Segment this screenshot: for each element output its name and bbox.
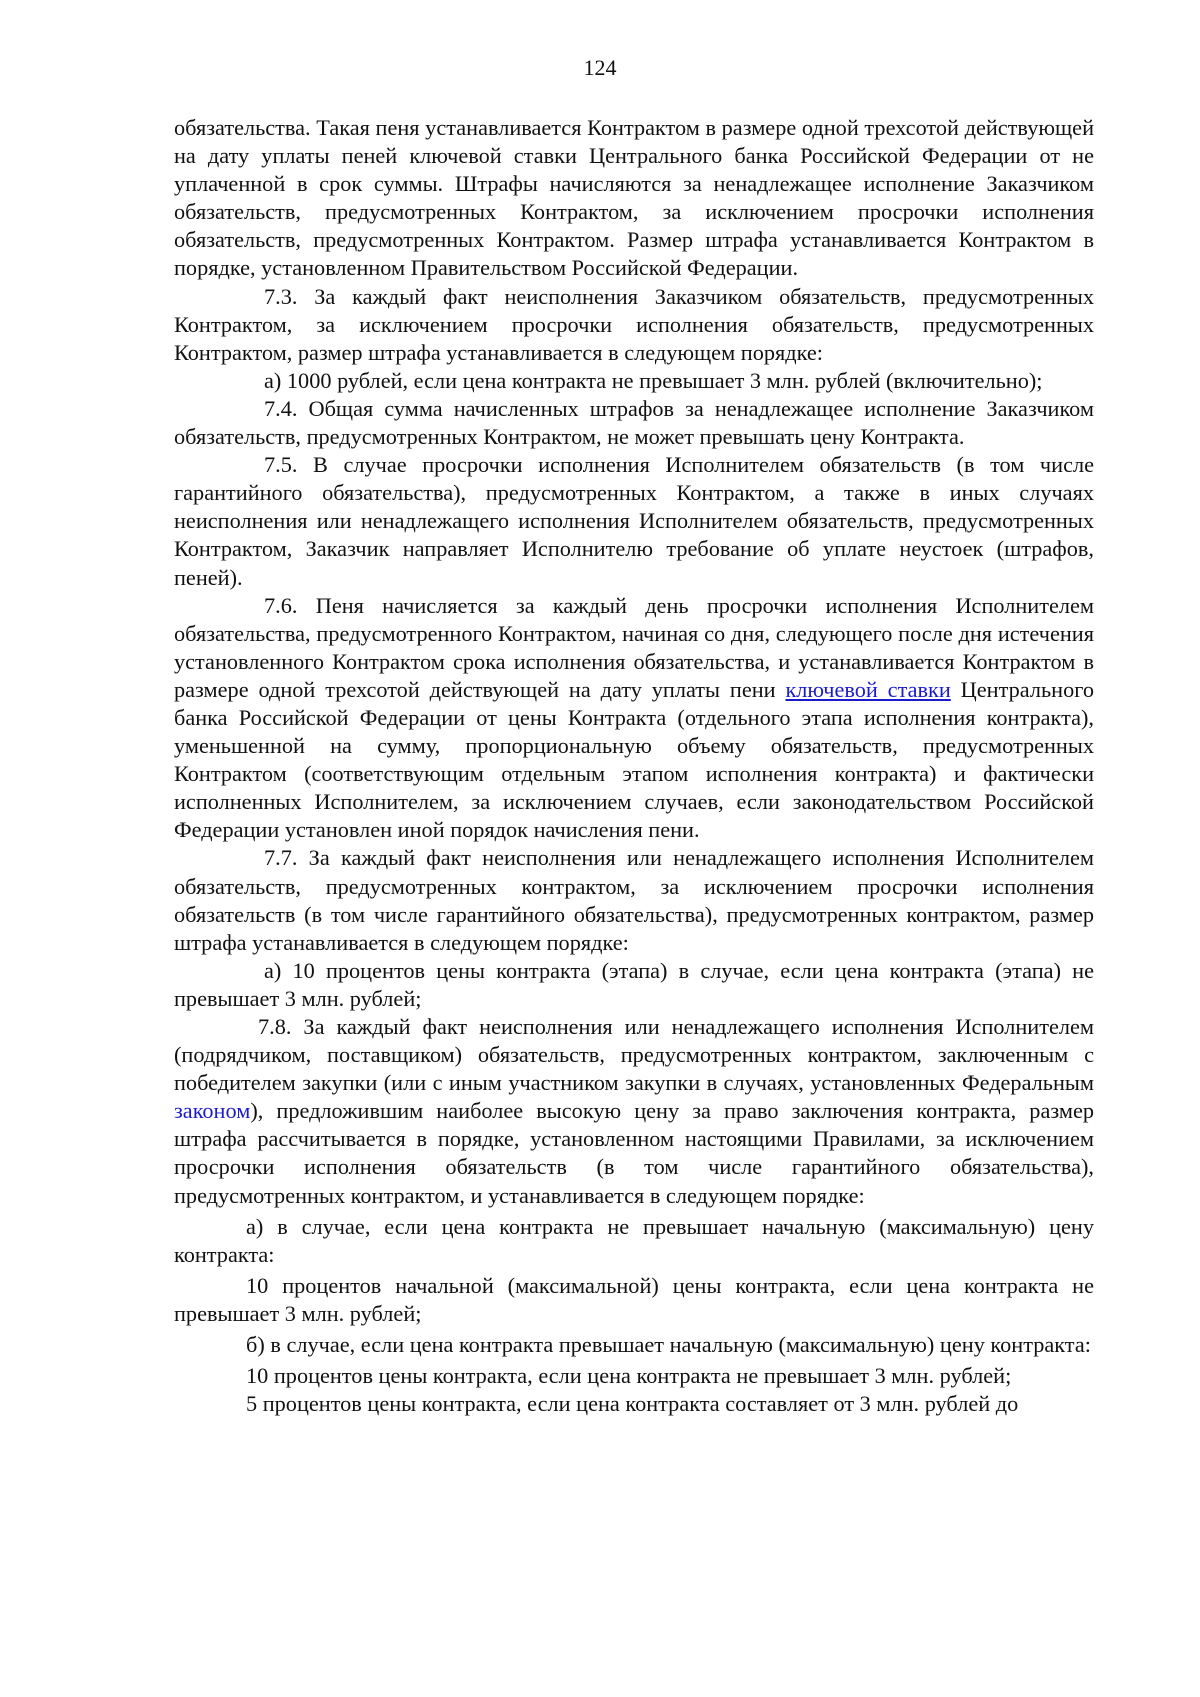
paragraph-7-8-b-1: 10 процентов цены контракта, если цена контракта не превышает 3 млн. рублей; [246,1363,1012,1389]
paragraph-continuation: обязательства. Такая пеня устанавливается Контрактом в размере одной трехсотой действующей на дату уплаты пеней ключевой ставки Центрального банка Российской Федерации от не уплаченной в срок суммы. Штрафы начисляются за ненадлежащее исполнение Заказчиком обязательств, предусмотренных Контрактом, за исключением просрочки исполнения обязательств, предусмотренных Контрактом. Размер штрафа устанавливается Контрактом в порядке, установленном Правительством Российской Федерации. [174,115,1094,281]
paragraph-7-8-b: б) в случае, если цена контракта превышает начальную (максимальную) цену контракта: [246,1332,1091,1358]
paragraph-7-3: 7.3. За каждый факт неисполнения Заказчиком обязательств, предусмотренных Контрактом, за исключением просрочки исполнения обязательств, предусмотренных Контрактом, размер штрафа устанавливается в следующем порядке: [174,283,1094,365]
paragraph-7-8-text-end: ), предложившим наиболее высокую цену за право заключения контракта, размер штрафа рассчитывается в порядке, установленном настоящими Правилами, за исключением просрочки исполнения обязательств (в том числе гарантийного обязательства), предусмотренных контрактом, и устанавливается в следующем порядке: [174,1098,1094,1208]
paragraph-7-7-a: а) 10 процентов цены контракта (этапа) в случае, если цена контракта (этапа) не превышает 3 млн. рублей; [174,957,1094,1011]
paragraph-7-8-text-start: 7.8. За каждый факт неисполнения или ненадлежащего исполнения Исполнителем (подрядчиком, поставщиком) обязательств, предусмотренных контрактом, заключенным с победителем закупки (или с иным участником закупки в случаях, установленных Федеральным [174,1014,1094,1096]
page-number: 124 [583,55,617,80]
paragraph-7-8-b-2: 5 процентов цены контракта, если цена контракта составляет от 3 млн. рублей до [246,1391,1019,1417]
federal-law-link[interactable]: законом [174,1098,251,1124]
paragraph-7-8-a-1: 10 процентов начальной (максимальной) цены контракта, если цена контракта не превышает 3 млн. рублей; [174,1272,1094,1326]
key-rate-link[interactable]: ключевой ставки [785,676,951,702]
paragraph-7-5: 7.5. В случае просрочки исполнения Исполнителем обязательств (в том числе гарантийного обязательства), предусмотренных Контрактом, а также в иных случаях неисполнения или ненадлежащего исполнения Исполнителем обязательств, предусмотренных Контрактом, Заказчик направляет Исполнителю требование об уплате неустоек (штрафов, пеней). [174,452,1094,590]
paragraph-7-6 [174,592,1094,845]
paragraph-7-7: 7.7. За каждый факт неисполнения или ненадлежащего исполнения Исполнителем обязательств, предусмотренных контрактом, за исключением просрочки исполнения обязательств (в том числе гарантийного обязательства), предусмотренных контрактом, размер штрафа устанавливается в следующем порядке: [174,845,1094,955]
paragraph-7-4: 7.4. Общая сумма начисленных штрафов за ненадлежащее исполнение Заказчиком обязательств, предусмотренных Контрактом, не может превышать цену Контракта. [174,395,1094,450]
paragraph-7-6-text-start: 7.6. Пеня начисляется за каждый день просрочки исполнения Исполнителем обязательства, предусмотренного Контрактом, начиная со дня, следующего после дня истечения установленного Контрактом срока исполнения обязательства, и устанавливается Контрактом в размере одной трехсотой действующей на дату уплаты пени [174,592,1094,702]
document-body [174,114,1094,1418]
paragraph-7-3-a: а) 1000 рублей, если цена контракта не превышает 3 млн. рублей (включительно); [264,367,1043,393]
paragraph-7-6-text-end: Центрального банка Российской Федерации от цены Контракта (отдельного этапа исполнения контракта), уменьшенной на сумму, пропорциональную объему обязательств, предусмотренных Контрактом (соответствующим отдельным этапом исполнения контракта) и фактически исполненных Исполнителем, за исключением случаев, если законодательством Российской Федерации установлен иной порядок начисления пени. [174,676,1094,843]
paragraph-7-8-a: а) в случае, если цена контракта не превышает начальную (максимальную) цену контракта: [174,1213,1094,1267]
paragraph-7-8 [174,1013,1094,1210]
